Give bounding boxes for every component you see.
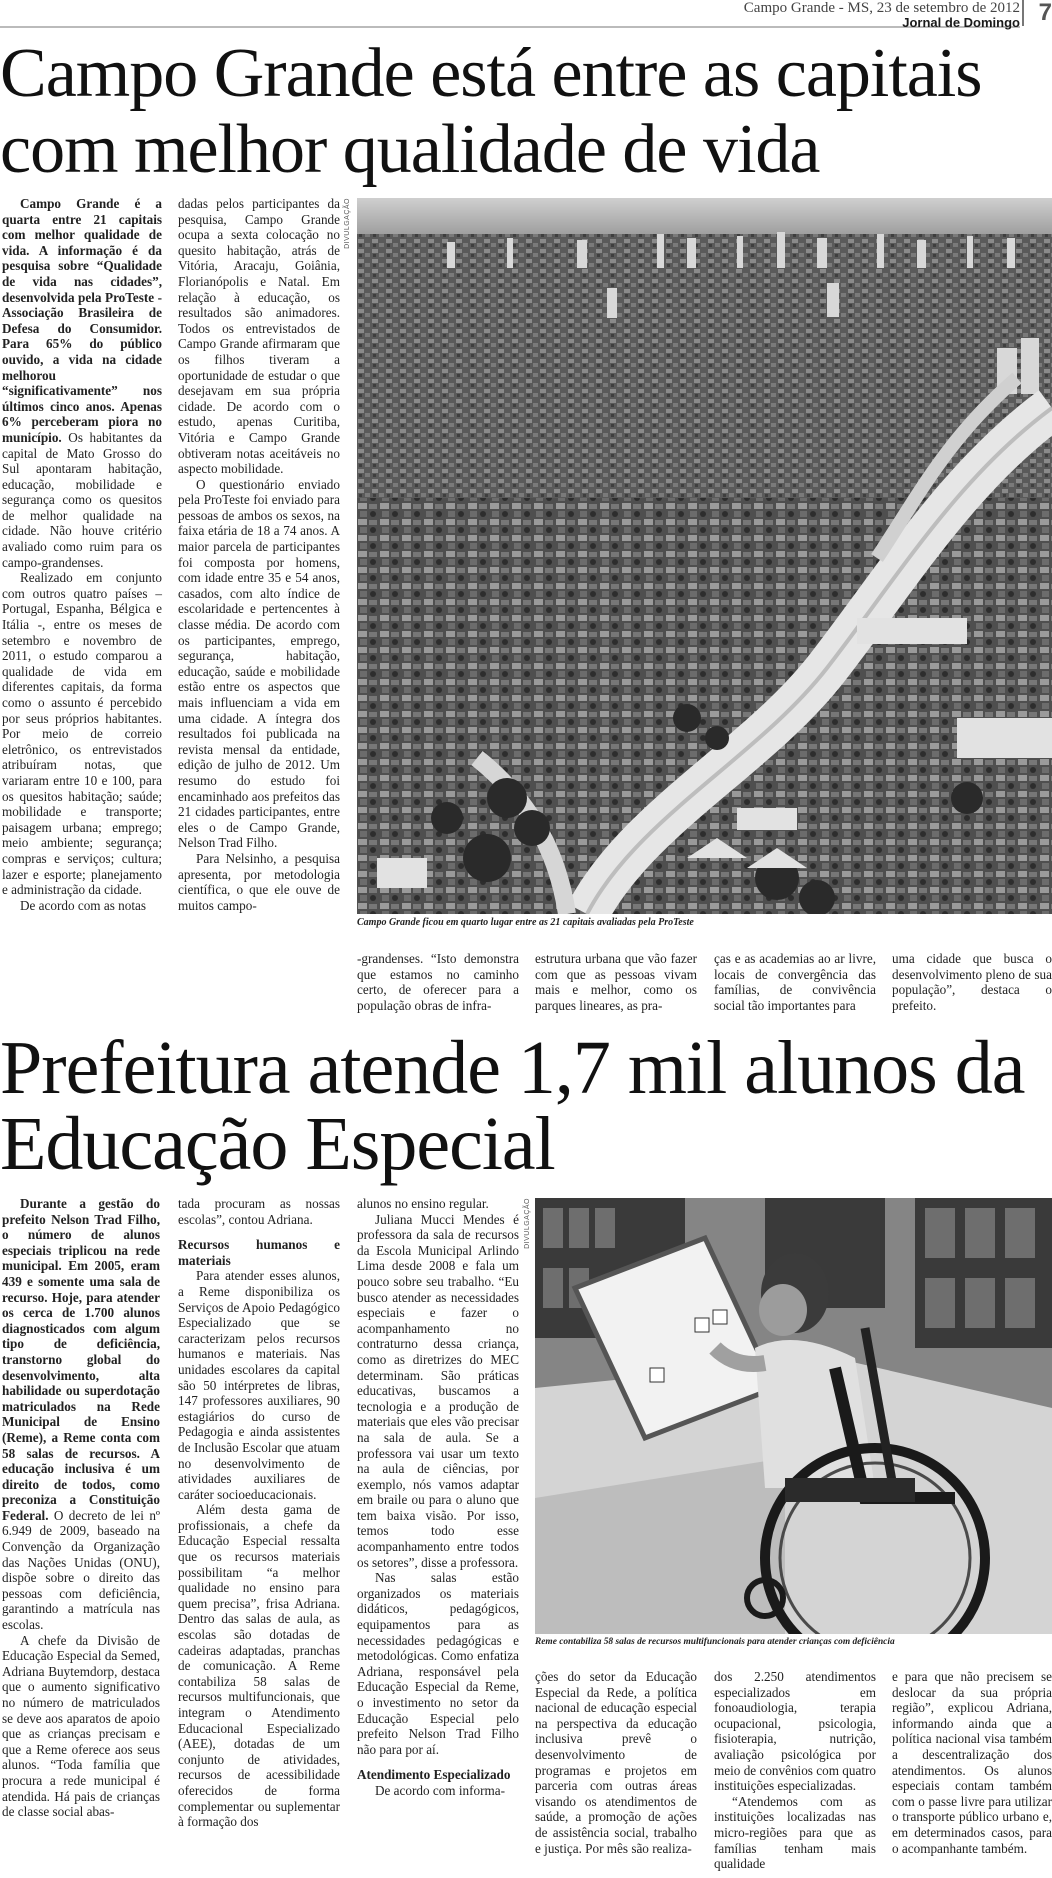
city-aerial-photo — [357, 198, 1052, 914]
newspaper-name: Jornal de Domingo — [902, 15, 1020, 30]
classroom-illustration — [535, 1198, 1052, 1634]
dateline: Campo Grande - MS, 23 de setembro de 2012 — [743, 0, 1020, 16]
article2-col2-p1: tada procuram as nossas escolas”, contou Adriana. — [178, 1196, 340, 1227]
article2-column-5 — [714, 1669, 876, 1872]
article1-column-2 — [178, 196, 340, 913]
article2-col2-p3: Além desta gama de profissionais, a chefe da Educação Especial ressalta que os recursos materiais possibilitam “a melhor qualidade no ensino para quem precisa”, frisa Adriana. Dentro das salas de aula, as escolas são dotadas de cadeiras adaptadas, pranchas de comunicação. A Reme contabiliza 58 salas de recursos multifuncionais, que integram o Atendimento Educacional Especializado (AEE), dotadas de um conjunto de atividades, recursos de acessibilidade oferecidos de forma complementar ou suplementar à formação dos — [178, 1502, 340, 1830]
article2-col3-p4: De acordo com informa- — [375, 1782, 505, 1798]
article2-subhead-atendimento: Atendimento Especializado — [357, 1767, 511, 1783]
article1-col2-p2: O questionário enviado pela ProTeste foi enviado para pessoas de ambos os sexos, na faixa etária de 18 a 74 anos. A maior parcela de participantes foi composta por homens, com idade entre 35 e 54 anos, casados, com alto índice de escolaridade e pertencentes à classe média. De acordo com os participantes, emprego, segurança, habitação, educação, saúde e mobilidade estão entre os aspectos que mais influenciam a vida em uma cidade. A íntegra dos resultados foi publicada na revista mensal da entidade, edição de julho de 2012. Um resumo do estudo foi encaminhado aos prefeitos das 21 cidades participantes, entre eles o de Campo Grande, Nelson Trad Filho. — [178, 476, 340, 851]
article2-column-2 — [178, 1196, 340, 1830]
page-header — [744, 0, 1020, 30]
article2-col5-p1: dos 2.250 atendimentos especializados em fonoaudiologia, terapia ocupacional, psicologia, fisioterapia, nutrição, avaliação psicológica por meio de convênios com quatro instituições especializadas. — [714, 1669, 876, 1794]
city-aerial-illustration — [357, 198, 1052, 914]
article2-col5-p2: “Atendemos com as instituições localizadas nas micro-regiões para que as famílias tenham mais qualidade — [714, 1793, 876, 1872]
article2-col3-p1: alunos no ensino regular. — [357, 1196, 489, 1211]
student-wheelchair-photo — [535, 1198, 1052, 1634]
article2-column-3 — [357, 1196, 519, 1799]
article2-col4-text: ções do setor da Educação Especial da Rede, a política nacional de educação especial na perspectiva da educação inclusiva prevê o desenvolvimento de programas e projetos em parceria com outras áreas visando os atendimentos de saúde, a promoção de ações de assistência social, trabalho e justiça. Por mês são realiza- — [535, 1669, 697, 1856]
article1-col1-p3: De acordo com as notas — [20, 897, 146, 913]
article2-column-1 — [2, 1196, 160, 1820]
article1-lead: Campo Grande é a quarta entre 21 capitais com melhor qualidade de vida. A informação é da pesquisa sobre “Qualidade de vida nas cidades”, desenvolvida pela ProTeste - Associação Brasileira de Defesa do Consumidor. Para 65% do público ouvido, a vida na cidade melhorou “significativamente” nos últimos cinco anos. Apenas 6% perceberam piora no município. — [2, 196, 162, 445]
article1-column-3 — [357, 951, 519, 1013]
article2-photo-caption: Reme contabiliza 58 salas de recursos multifuncionais para atender crianças com deficiência — [535, 1637, 895, 1647]
article1-column-1 — [2, 196, 162, 913]
article1-column-4 — [535, 951, 697, 1013]
article1-photo-caption: Campo Grande ficou em quarto lugar entre as 21 capitais avaliadas pela ProTeste — [357, 917, 694, 928]
article2-col6-text: e para que não precisem se deslocar da sua própria região”, explicou Adriana, informando ainda que a política nacional visa também a descentralização dos atendimentos. Os alunos especiais contam também com o passe livre para utilizar o transporte público urbano e, em determinados casos, para o acompanhante também. — [892, 1669, 1052, 1856]
article2-photo-credit: DIVULGAÇÃO — [524, 1198, 531, 1249]
article1-column-6 — [892, 951, 1052, 1013]
article2-col3-p2: Juliana Mucci Mendes é professora da sala de recursos da Escola Municipal Arlindo Lima desde 2008 e fala um pouco sobre seu trabalho. “Eu busco atender as necessidades especiais e fazer o acompanhamento no contraturno dessa criança, como as diretrizes do MEC determinam. São práticas educativas, buscamos a tecnologia e a produção de materiais que eles vão precisar na sala de aula. Se a professora vai usar um texto na aula de ciências, por exemplo, nós vamos adaptar em braile ou para o aluno que tem baixa visão. Por isso, temos todo esse acompanhamento entre todos os setores”, disse a professora. — [357, 1211, 519, 1570]
article1-col3-text: -grandenses. “Isto demonstra que estamos no caminho certo, de oferecer para a população obras de infra- — [357, 951, 519, 1013]
article1-col2-p1: dadas pelos participantes da pesquisa, Campo Grande ocupa a sexta colocação no quesito habitação, atrás de Vitória, Aracaju, Goiânia, Florianópolis e Natal. Em relação à educação, os resultados são animadores. Todos os entrevistados de Campo Grande afirmaram que os filhos tiveram a oportunidade de estudar o que desejavam em sua própria cidade. De acordo com o estudo, apenas Curitiba, Vitória e Campo Grande obtiveram notas aceitáveis no aspecto mobilidade. — [178, 196, 340, 477]
article2-column-4 — [535, 1669, 697, 1856]
article2-subhead-recursos: Recursos humanos e materiais — [178, 1237, 340, 1268]
article1-photo-credit: DIVULGAÇÃO — [344, 198, 351, 249]
article1-col6-text: uma cidade que busca o desenvolvimento pleno de sua população”, destaca o prefeito. — [892, 951, 1052, 1013]
article2-headline: Prefeitura atende 1,7 mil alunos da Educação Especial — [0, 1026, 1025, 1186]
article2-column-6 — [892, 1669, 1052, 1856]
article1-col1-p1: Os habitantes da capital de Mato Grosso do Sul apontaram habitação, educação, mobilidade e segurança como os quesitos de melhor qualidade na cidade. Não houve critério avaliado como ruim para os campo-grandenses. — [2, 429, 162, 570]
article2-col1-p1: O decreto de lei nº 6.949 de 2009, baseado na Convenção da Organização das Nações Unidas (ONU), dispõe sobre o direito das pessoas com deficiência, garantindo a matrícula nas escolas. — [2, 1507, 160, 1633]
article2-col2-p2: Para atender esses alunos, a Reme disponibiliza os Serviços de Apoio Pedagógico Especializado que se caracterizam pelos recursos humanos e materiais. Nas unidades escolares da capital são 50 intérpretes de libras, 147 professores auxiliares, 90 estagiários do curso de Pedagogia e ainda assistentes de Inclusão Escolar que atuam no desenvolvimento de atividades auxiliares de caráter socioeducacionais. — [178, 1268, 340, 1502]
page-number: 7 — [1022, 0, 1052, 26]
article2-lead: Durante a gestão do prefeito Nelson Trad Filho, o número de alunos especiais triplicou na rede municipal. Em 2005, eram 439 e somente uma sala de recurso. Hoje, para atender os cerca de 1.700 alunos diagnosticados com algum tipo de deficiência, transtorno global do desenvolvimento, alta habilidade ou superdotação matriculados na Rede Municipal de Ensino (Reme), a Reme conta com 58 salas de recursos. A educação inclusiva é um direito de todos, como preconiza a Constituição Federal. — [2, 1196, 160, 1523]
article1-headline: Campo Grande está entre as capitais com melhor qualidade de vida — [0, 35, 982, 188]
article1-col1-p2: Realizado em conjunto com outros quatro países – Portugal, Espanha, Bélgica e Itália -, entre os meses de setembro e novembro de 2011, o estudo comparou a qualidade de vida em diferentes capitais, da forma como o assunto é percebido por seus próprios habitantes. Por meio de correio eletrônico, os entrevistados atribuíram notas, que variaram entre 10 e 100, para os quesitos habitação; saúde; mobilidade e transporte; paisagem urbana; emprego; meio ambiente; segurança; compras e serviços; cultura; lazer e esporte; planejamento e administração da cidade. — [2, 570, 162, 898]
article1-col2-p3: Para Nelsinho, a pesquisa apresenta, por metodologia científica, o que ele ouve de muitos campo- — [178, 850, 340, 913]
article2-col3-p3: Nas salas estão organizados os materiais didáticos, pedagógicos, equipamentos para as necessidades pedagógicas e metodológicas. Como enfatiza Adriana, responsável pela Educação Especial da Reme, o investimento no setor da Educação Especial pelo prefeito Nelson Trad Filho não para por aí. — [357, 1570, 519, 1757]
article2-col1-p2: A chefe da Divisão de Educação Especial da Semed, Adriana Buytemdorp, destaca que o aumento significativo no número de matriculados se deve aos aparatos de apoio que as crianças precisam e que a Reme oferece aos seus alunos. “Toda família que procura a rede municipal é atendida. Há pais de crianças de classe social abas- — [2, 1632, 160, 1820]
article1-col4-text: estrutura urbana que vão fazer com que as pessoas vivam mais e melhor, como os parques lineares, as pra- — [535, 951, 697, 1013]
article1-col5-text: ças e as academias ao ar livre, locais de convergência das famílias, de convivência social tão importantes para — [714, 951, 876, 1013]
article1-column-5 — [714, 951, 876, 1013]
